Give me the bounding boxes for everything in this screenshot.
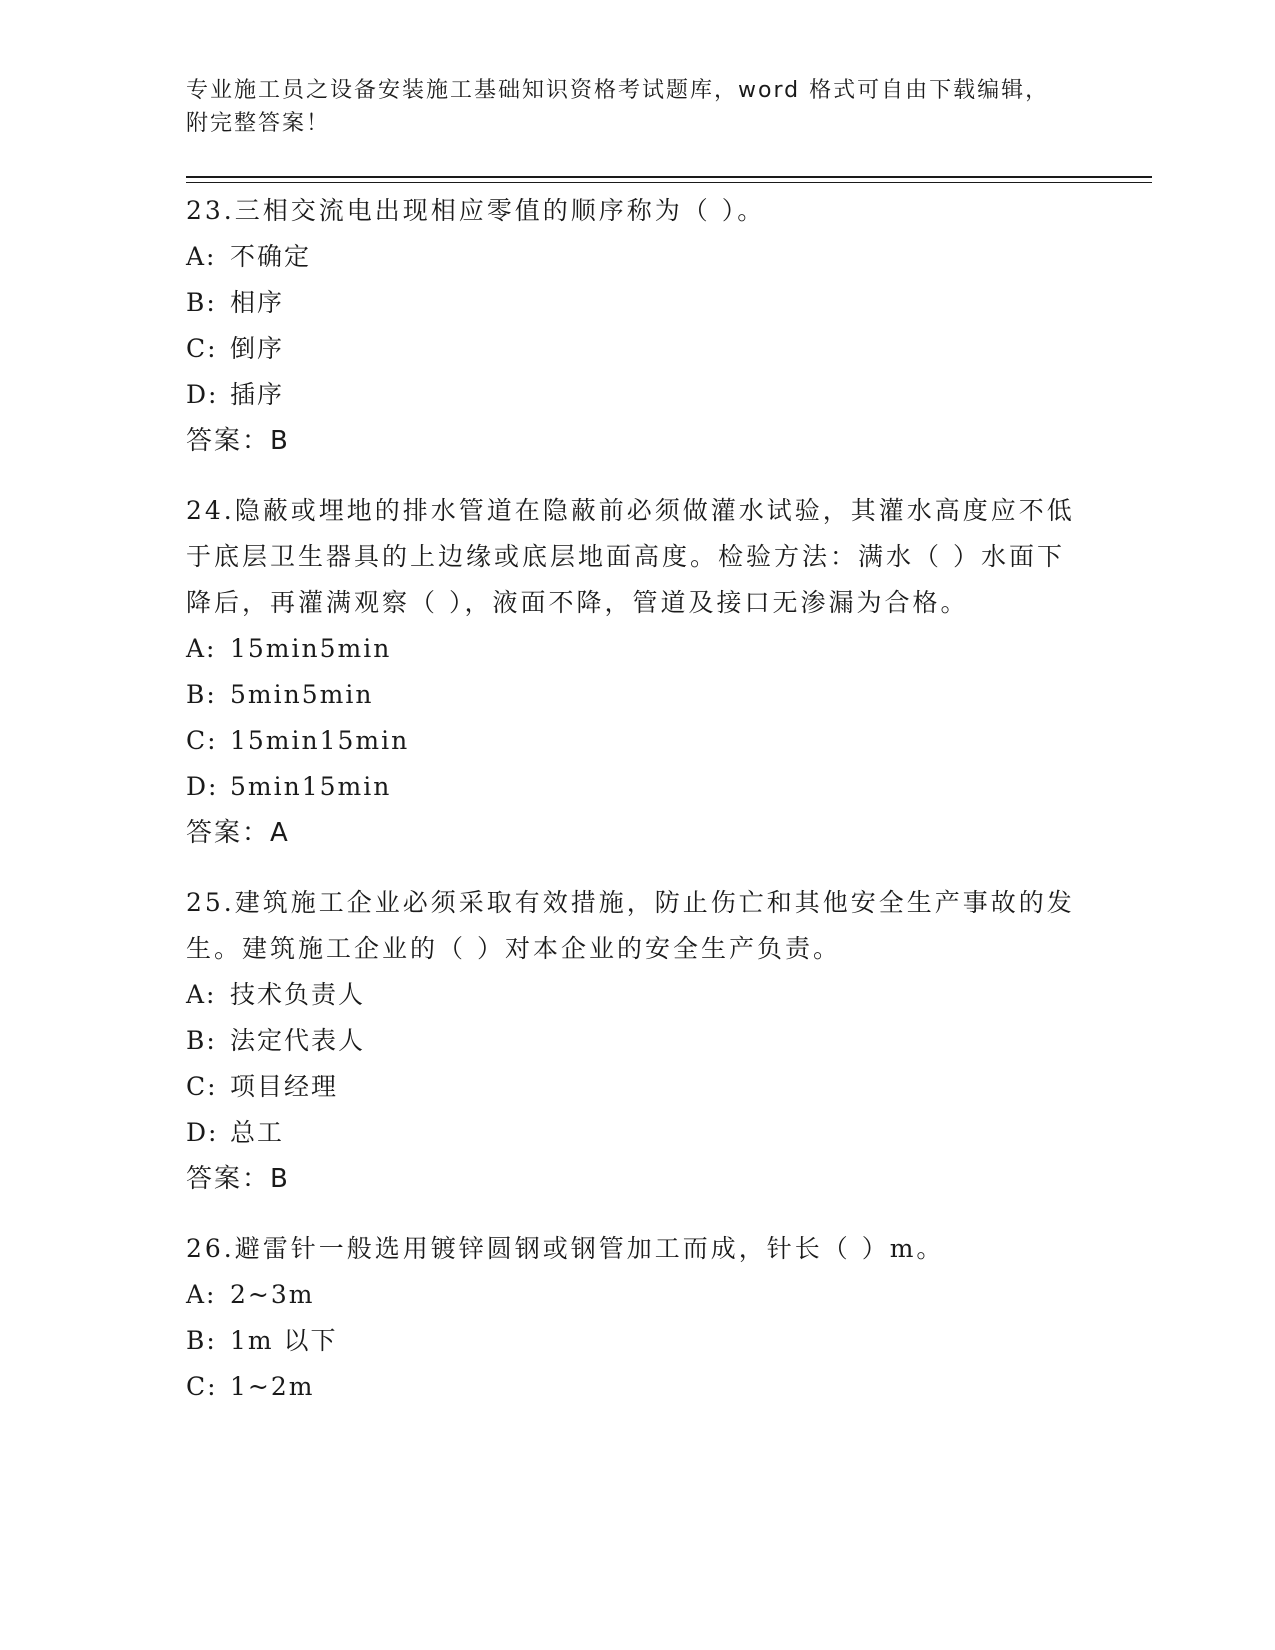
option-text: 技术负责人 bbox=[230, 980, 366, 1009]
option-text: 2~3m bbox=[230, 1280, 315, 1309]
option-letter: D: bbox=[186, 380, 219, 409]
option-a bbox=[186, 626, 1086, 672]
option-text: 15min15min bbox=[230, 726, 410, 755]
option-c bbox=[186, 1064, 1086, 1110]
option-letter: D: bbox=[186, 772, 219, 801]
option-text: 法定代表人 bbox=[230, 1026, 366, 1055]
option-a bbox=[186, 972, 1086, 1018]
option-a bbox=[186, 1272, 1086, 1318]
option-text: 5min15min bbox=[230, 772, 392, 801]
question-stem: 23.三相交流电出现相应零值的顺序称为（ ）。 bbox=[186, 196, 766, 225]
option-text: 相序 bbox=[230, 288, 285, 317]
option-letter: B: bbox=[186, 680, 217, 709]
option-text: 不确定 bbox=[230, 242, 312, 271]
option-letter: C: bbox=[186, 334, 218, 363]
option-letter: B: bbox=[186, 288, 217, 317]
answer: 答案：A bbox=[186, 818, 290, 848]
question-24 bbox=[186, 488, 1086, 856]
option-letter: A: bbox=[186, 980, 217, 1009]
question-stem: 25.建筑施工企业必须采取有效措施，防止伤亡和其他安全生产事故的发生。建筑施工企业的（ ）对本企业的安全生产负责。 bbox=[186, 888, 1075, 963]
option-d bbox=[186, 764, 1086, 810]
option-text: 1m 以下 bbox=[230, 1326, 338, 1355]
question-list bbox=[186, 188, 1086, 1434]
option-text: 插序 bbox=[230, 380, 285, 409]
document-header bbox=[186, 74, 1066, 140]
option-text: 15min5min bbox=[230, 634, 392, 663]
header-line-1: 专业施工员之设备安装施工基础知识资格考试题库，word 格式可自由下载编辑， bbox=[186, 78, 1050, 103]
option-c bbox=[186, 1364, 1086, 1410]
option-letter: C: bbox=[186, 1372, 218, 1401]
question-stem: 24.隐蔽或埋地的排水管道在隐蔽前必须做灌水试验，其灌水高度应不低于底层卫生器具的上边缘或底层地面高度。检验方法：满水（ ）水面下降后，再灌满观察（ ），液面不降，管道及接口无渗漏为合格。 bbox=[186, 496, 1075, 617]
option-b bbox=[186, 280, 1086, 326]
header-divider-thin bbox=[186, 182, 1152, 183]
option-text: 1~2m bbox=[230, 1372, 315, 1401]
question-25 bbox=[186, 880, 1086, 1202]
option-letter: A: bbox=[186, 634, 217, 663]
header-divider-thick bbox=[186, 176, 1152, 178]
question-stem: 26.避雷针一般选用镀锌圆钢或钢管加工而成，针长（ ）m。 bbox=[186, 1234, 945, 1263]
option-text: 倒序 bbox=[230, 334, 285, 363]
option-b bbox=[186, 1318, 1086, 1364]
option-d bbox=[186, 1110, 1086, 1156]
option-letter: A: bbox=[186, 242, 217, 271]
header-line-2: 附完整答案！ bbox=[186, 111, 331, 136]
option-text: 项目经理 bbox=[230, 1072, 339, 1101]
option-letter: A: bbox=[186, 1280, 217, 1309]
option-b bbox=[186, 1018, 1086, 1064]
option-letter: C: bbox=[186, 1072, 218, 1101]
answer: 答案：B bbox=[186, 426, 290, 456]
option-letter: D: bbox=[186, 1118, 219, 1147]
option-text: 总工 bbox=[230, 1118, 285, 1147]
question-26 bbox=[186, 1226, 1086, 1410]
option-letter: B: bbox=[186, 1326, 217, 1355]
option-a bbox=[186, 234, 1086, 280]
option-d bbox=[186, 372, 1086, 418]
question-23 bbox=[186, 188, 1086, 464]
answer: 答案：B bbox=[186, 1164, 290, 1194]
option-c bbox=[186, 326, 1086, 372]
option-letter: C: bbox=[186, 726, 218, 755]
option-text: 5min5min bbox=[230, 680, 374, 709]
option-letter: B: bbox=[186, 1026, 217, 1055]
option-c bbox=[186, 718, 1086, 764]
option-b bbox=[186, 672, 1086, 718]
